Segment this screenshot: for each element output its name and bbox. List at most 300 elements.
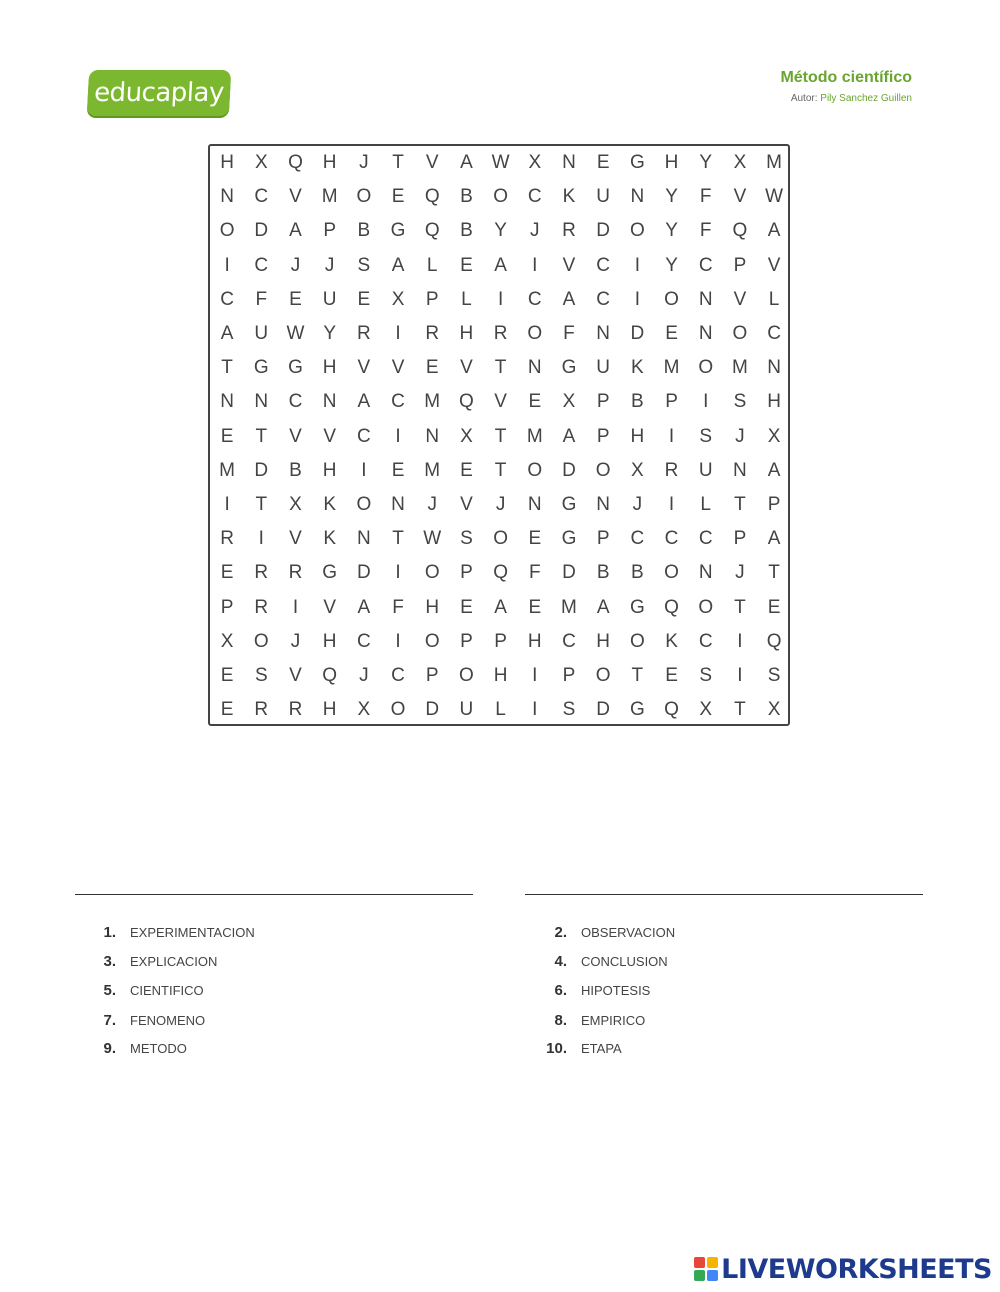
grid-letter[interactable]: H — [322, 459, 337, 481]
grid-letter[interactable]: N — [322, 391, 337, 413]
grid-letter[interactable]: P — [733, 254, 747, 276]
grid-letter[interactable]: R — [493, 323, 508, 345]
grid-letter[interactable]: R — [254, 699, 269, 721]
grid-letter[interactable]: P — [220, 596, 234, 618]
grid-letter[interactable]: R — [664, 459, 679, 481]
grid-letter[interactable]: U — [254, 323, 269, 345]
liveworksheets-brand — [694, 1254, 992, 1284]
grid-letter[interactable]: Q — [424, 186, 440, 208]
grid-letter[interactable]: T — [494, 459, 507, 481]
grid-letter[interactable]: N — [254, 391, 269, 413]
grid-letter[interactable]: I — [361, 459, 367, 481]
grid-letter[interactable]: S — [357, 254, 371, 276]
grid-letter[interactable]: T — [734, 596, 746, 618]
grid-letter[interactable]: C — [356, 630, 371, 652]
grid-letter[interactable]: U — [698, 459, 713, 481]
grid-letter[interactable]: H — [493, 664, 508, 686]
grid-letter[interactable]: V — [494, 391, 507, 413]
grid-letter[interactable]: E — [220, 425, 234, 447]
grid-letter[interactable]: V — [425, 152, 439, 174]
grid-letter[interactable]: T — [255, 425, 268, 447]
grid-letter[interactable]: R — [356, 323, 371, 345]
educaplay-logo — [87, 70, 231, 116]
grid-letter[interactable]: A — [562, 425, 576, 447]
grid-letter[interactable]: X — [528, 152, 542, 174]
grid-letter[interactable]: N — [767, 357, 781, 379]
grid-letter[interactable]: G — [288, 357, 303, 379]
grid-letter[interactable]: S — [699, 664, 713, 686]
grid-letter[interactable]: A — [357, 596, 371, 618]
grid-letter[interactable]: M — [219, 459, 235, 481]
grid-letter[interactable]: P — [562, 664, 576, 686]
grid-letter[interactable]: A — [391, 254, 405, 276]
grid-letter[interactable]: G — [561, 357, 577, 379]
grid-letter[interactable]: W — [286, 323, 305, 345]
grid-letter[interactable]: B — [289, 459, 302, 481]
grid-letter[interactable]: Y — [494, 220, 507, 242]
liveworksheets-icon — [694, 1257, 718, 1281]
grid-letter[interactable]: F — [699, 186, 712, 208]
grid-letter[interactable]: E — [528, 596, 542, 618]
grid-letter[interactable]: V — [562, 254, 576, 276]
grid-letter[interactable]: B — [357, 220, 371, 242]
grid-letter[interactable]: P — [596, 528, 610, 550]
grid-letter[interactable]: F — [563, 323, 575, 345]
grid-letter[interactable]: O — [219, 220, 235, 242]
grid-letter[interactable]: A — [767, 220, 781, 242]
grid-letter[interactable]: I — [668, 425, 675, 447]
grid-letter[interactable]: F — [392, 596, 404, 618]
grid-letter[interactable]: R — [288, 562, 303, 584]
grid-letter[interactable]: I — [395, 630, 401, 652]
grid-letter[interactable]: K — [562, 186, 576, 208]
grid-letter[interactable]: J — [290, 630, 301, 652]
grid-letter[interactable]: Y — [323, 323, 336, 345]
grid-letter[interactable]: I — [703, 391, 709, 413]
grid-letter[interactable]: O — [356, 493, 372, 515]
grid-letter[interactable]: Y — [665, 186, 678, 208]
grid-letter[interactable]: D — [254, 220, 269, 242]
grid-letter[interactable]: X — [391, 288, 405, 310]
grid-letter[interactable]: T — [631, 664, 644, 686]
grid-letter[interactable]: X — [562, 391, 576, 413]
grid-letter[interactable]: W — [765, 186, 784, 208]
grid-letter[interactable]: I — [224, 254, 230, 276]
grid-letter[interactable]: R — [254, 596, 269, 618]
grid-letter[interactable]: H — [425, 596, 440, 618]
word-item — [84, 949, 217, 973]
grid-letter[interactable]: L — [495, 699, 506, 721]
grid-letter[interactable]: A — [357, 391, 371, 413]
grid-letter[interactable]: A — [289, 220, 302, 242]
grid-letter[interactable]: E — [391, 459, 405, 481]
grid-letter[interactable]: E — [596, 152, 610, 174]
grid-letter[interactable]: V — [391, 357, 405, 379]
grid-letter[interactable]: C — [391, 391, 405, 413]
grid-letter[interactable]: T — [494, 425, 507, 447]
grid-letter[interactable]: C — [596, 288, 611, 310]
grid-letter[interactable]: E — [425, 357, 439, 379]
grid-letter[interactable]: C — [562, 630, 576, 652]
grid-letter[interactable]: O — [732, 323, 748, 345]
grid-letter[interactable]: D — [356, 562, 371, 584]
grid-letter[interactable]: M — [663, 357, 680, 379]
grid-letter[interactable]: B — [596, 562, 610, 584]
grid-letter[interactable]: A — [596, 596, 610, 618]
grid-letter[interactable]: Y — [665, 220, 678, 242]
grid-letter[interactable]: O — [698, 596, 714, 618]
divider-left — [75, 894, 473, 895]
grid-letter[interactable]: H — [630, 425, 645, 447]
grid-letter[interactable]: F — [699, 220, 712, 242]
grid-letter[interactable]: P — [425, 664, 439, 686]
word-number: 1. — [103, 923, 116, 941]
grid-letter[interactable]: Q — [288, 152, 303, 174]
grid-letter[interactable]: S — [699, 425, 713, 447]
grid-letter[interactable]: S — [460, 528, 473, 550]
grid-letter[interactable]: P — [596, 391, 610, 413]
grid-letter[interactable]: K — [323, 493, 336, 515]
grid-letter[interactable]: R — [562, 220, 576, 242]
grid-letter[interactable]: T — [392, 528, 404, 550]
grid-letter[interactable]: J — [632, 493, 643, 515]
grid-letter[interactable]: U — [596, 357, 611, 379]
grid-letter[interactable]: A — [220, 323, 234, 345]
word-text: FENOMENO — [130, 1012, 206, 1028]
grid-letter[interactable]: C — [698, 528, 713, 550]
grid-letter[interactable]: O — [459, 664, 474, 686]
grid-letter[interactable]: Q — [732, 220, 748, 242]
grid-letter[interactable]: E — [665, 323, 678, 345]
grid-letter[interactable]: C — [356, 425, 371, 447]
grid-letter[interactable]: I — [532, 664, 538, 686]
grid-letter[interactable]: J — [530, 220, 540, 242]
grid-letter[interactable]: Q — [322, 664, 338, 686]
grid-letter[interactable]: Q — [493, 562, 508, 584]
grid-letter[interactable]: P — [733, 528, 747, 550]
grid-letter[interactable]: V — [733, 288, 747, 310]
grid-letter[interactable]: N — [733, 459, 747, 481]
grid-letter[interactable]: T — [734, 493, 746, 515]
grid-letter[interactable]: C — [527, 186, 542, 208]
grid-letter[interactable]: H — [596, 630, 611, 652]
logo-text: educaplay — [93, 78, 225, 108]
grid-letter[interactable]: H — [322, 699, 337, 721]
grid-letter[interactable]: A — [494, 254, 507, 276]
grid-letter[interactable]: N — [596, 493, 611, 515]
grid-letter[interactable]: V — [289, 425, 302, 447]
grid-letter[interactable]: D — [596, 699, 611, 721]
grid-letter[interactable]: C — [527, 288, 542, 310]
grid-letter[interactable]: O — [664, 288, 679, 310]
grid-letter[interactable]: N — [425, 425, 440, 447]
grid-letter[interactable]: U — [459, 699, 474, 721]
grid-letter[interactable]: U — [322, 288, 337, 310]
grid-letter[interactable]: A — [460, 152, 473, 174]
grid-letter[interactable]: V — [289, 664, 302, 686]
grid-letter[interactable]: I — [292, 596, 299, 618]
grid-letter[interactable]: E — [665, 664, 678, 686]
grid-letter[interactable]: G — [629, 152, 645, 174]
grid-letter[interactable]: T — [221, 357, 233, 379]
grid-letter[interactable]: V — [460, 493, 473, 515]
grid-letter[interactable]: P — [460, 562, 473, 584]
grid-letter[interactable]: K — [323, 528, 336, 550]
grid-letter[interactable]: J — [290, 254, 301, 276]
grid-letter[interactable]: S — [767, 664, 781, 686]
grid-letter[interactable]: H — [322, 152, 337, 174]
grid-letter[interactable]: R — [288, 699, 303, 721]
grid-letter[interactable]: V — [323, 596, 336, 618]
grid-letter[interactable]: M — [766, 152, 782, 174]
grid-letter[interactable]: X — [289, 493, 302, 515]
grid-letter[interactable]: D — [596, 220, 611, 242]
grid-letter[interactable]: P — [460, 630, 473, 652]
grid-letter[interactable]: P — [323, 220, 336, 242]
grid-letter[interactable]: V — [357, 357, 371, 379]
grid-letter[interactable]: V — [460, 357, 473, 379]
grid-letter[interactable]: C — [391, 664, 405, 686]
grid-letter[interactable]: I — [737, 630, 743, 652]
grid-letter[interactable]: N — [698, 323, 713, 345]
grid-letter[interactable]: V — [289, 528, 302, 550]
grid-letter[interactable]: M — [321, 186, 338, 208]
grid-letter[interactable]: C — [220, 288, 234, 310]
grid-letter[interactable]: G — [322, 562, 338, 584]
grid-letter[interactable]: L — [700, 493, 711, 515]
grid-letter[interactable]: H — [527, 630, 542, 652]
grid-letter[interactable]: G — [561, 528, 577, 550]
grid-letter[interactable]: V — [289, 186, 302, 208]
grid-letter[interactable]: H — [459, 323, 474, 345]
grid-letter[interactable]: S — [562, 699, 576, 721]
grid-letter[interactable]: O — [698, 357, 714, 379]
grid-letter[interactable]: X — [631, 459, 644, 481]
grid-letter[interactable]: O — [527, 459, 543, 481]
grid-letter[interactable]: I — [532, 254, 538, 276]
grid-letter[interactable]: E — [528, 391, 542, 413]
grid-letter[interactable]: X — [460, 425, 473, 447]
grid-letter[interactable]: P — [425, 288, 439, 310]
grid-letter[interactable]: T — [494, 357, 507, 379]
grid-letter[interactable]: Q — [424, 220, 440, 242]
grid-letter[interactable]: J — [359, 664, 369, 686]
grid-letter[interactable]: L — [768, 288, 780, 310]
grid-letter[interactable]: D — [562, 562, 576, 584]
grid-letter[interactable]: P — [494, 630, 507, 652]
grid-letter[interactable]: O — [390, 699, 406, 721]
grid-letter[interactable]: J — [735, 562, 745, 584]
grid-letter[interactable]: O — [527, 323, 543, 345]
grid-letter[interactable]: X — [220, 630, 234, 652]
grid-letter[interactable]: E — [357, 288, 371, 310]
grid-letter[interactable]: M — [526, 425, 543, 447]
grid-letter[interactable]: H — [767, 391, 781, 413]
grid-letter[interactable]: A — [562, 288, 576, 310]
grid-letter[interactable]: X — [254, 152, 268, 174]
grid-letter[interactable]: J — [427, 493, 437, 515]
grid-letter[interactable]: D — [425, 699, 440, 721]
grid-letter[interactable]: B — [460, 220, 473, 242]
grid-letter[interactable]: O — [424, 630, 440, 652]
grid-letter[interactable]: X — [767, 699, 781, 721]
word-text: OBSERVACION — [581, 924, 676, 940]
grid-letter[interactable]: K — [631, 357, 644, 379]
grid-letter[interactable]: N — [527, 493, 542, 515]
word-item — [535, 949, 668, 973]
grid-letter[interactable]: J — [324, 254, 335, 276]
grid-letter[interactable]: V — [767, 254, 781, 276]
grid-letter[interactable]: X — [699, 699, 713, 721]
grid-letter[interactable]: N — [356, 528, 371, 550]
grid-letter[interactable]: C — [596, 254, 611, 276]
grid-letter[interactable]: N — [220, 391, 234, 413]
grid-letter[interactable]: N — [527, 357, 542, 379]
grid-letter[interactable]: G — [629, 699, 645, 721]
grid-letter[interactable]: F — [528, 562, 541, 584]
grid-letter[interactable]: O — [356, 186, 372, 208]
grid-letter[interactable]: W — [423, 528, 442, 550]
grid-letter[interactable]: I — [737, 664, 743, 686]
grid-letter[interactable]: G — [390, 220, 406, 242]
grid-letter[interactable]: H — [220, 152, 234, 174]
grid-letter[interactable]: Y — [665, 254, 678, 276]
grid-letter[interactable]: X — [767, 425, 781, 447]
grid-letter[interactable]: S — [733, 391, 747, 413]
grid-letter[interactable]: C — [630, 528, 645, 550]
grid-letter[interactable]: I — [395, 323, 401, 345]
grid-letter[interactable]: Q — [766, 630, 782, 652]
grid-letter[interactable]: M — [424, 391, 441, 413]
grid-letter[interactable]: J — [359, 152, 369, 174]
grid-letter[interactable]: D — [630, 323, 645, 345]
grid-letter[interactable]: I — [532, 699, 538, 721]
grid-letter[interactable]: E — [220, 699, 234, 721]
grid-letter[interactable]: M — [731, 357, 748, 379]
grid-letter[interactable]: H — [664, 152, 679, 174]
grid-letter[interactable]: C — [698, 630, 713, 652]
grid-letter[interactable]: L — [461, 288, 472, 310]
grid-letter[interactable]: N — [630, 186, 645, 208]
grid-letter[interactable]: E — [460, 596, 473, 618]
grid-letter[interactable]: E — [528, 528, 542, 550]
grid-letter[interactable]: N — [562, 152, 576, 174]
grid-letter[interactable]: O — [493, 528, 508, 550]
grid-letter[interactable]: C — [254, 186, 269, 208]
grid-letter[interactable]: I — [668, 493, 675, 515]
grid-letter[interactable]: D — [254, 459, 269, 481]
grid-letter[interactable]: N — [391, 493, 405, 515]
grid-letter[interactable]: J — [495, 493, 506, 515]
grid-letter[interactable]: O — [595, 459, 611, 481]
grid-letter[interactable]: B — [631, 391, 644, 413]
grid-letter[interactable]: X — [733, 152, 747, 174]
grid-letter[interactable]: I — [497, 288, 504, 310]
grid-letter[interactable]: O — [595, 664, 611, 686]
grid-letter[interactable]: H — [322, 357, 337, 379]
grid-letter[interactable]: N — [220, 186, 234, 208]
grid-letter[interactable]: X — [357, 699, 371, 721]
grid-letter[interactable]: A — [767, 528, 781, 550]
grid-letter[interactable]: B — [631, 562, 644, 584]
grid-letter[interactable]: O — [493, 186, 508, 208]
grid-letter[interactable]: G — [561, 493, 577, 515]
grid-letter[interactable]: A — [767, 459, 781, 481]
grid-letter[interactable]: V — [323, 425, 336, 447]
grid-letter[interactable]: Y — [699, 152, 713, 174]
grid-letter[interactable]: E — [220, 664, 234, 686]
grid-letter[interactable]: K — [665, 630, 678, 652]
grid-letter[interactable]: O — [629, 630, 645, 652]
grid-letter[interactable]: G — [253, 357, 269, 379]
grid-letter[interactable]: J — [735, 425, 745, 447]
word-number: 8. — [554, 1011, 567, 1029]
grid-letter[interactable]: E — [460, 459, 473, 481]
grid-letter[interactable]: Q — [664, 699, 679, 721]
grid-letter[interactable]: N — [698, 562, 713, 584]
grid-letter[interactable]: R — [220, 528, 234, 550]
grid-letter[interactable]: Q — [459, 391, 474, 413]
grid-letter[interactable]: A — [494, 596, 507, 618]
grid-letter[interactable]: D — [562, 459, 576, 481]
grid-letter[interactable]: I — [258, 528, 264, 550]
grid-letter[interactable]: O — [253, 630, 269, 652]
grid-letter[interactable]: N — [596, 323, 611, 345]
grid-letter[interactable]: C — [254, 254, 269, 276]
grid-letter[interactable]: T — [768, 562, 780, 584]
grid-letter[interactable]: O — [629, 220, 645, 242]
grid-letter[interactable]: T — [734, 699, 746, 721]
grid-letter[interactable]: G — [629, 596, 645, 618]
grid-letter[interactable]: S — [254, 664, 268, 686]
grid-letter[interactable]: I — [634, 254, 640, 276]
grid-letter[interactable]: U — [596, 186, 611, 208]
grid-letter[interactable]: W — [491, 152, 510, 174]
grid-letter[interactable]: E — [391, 186, 405, 208]
grid-letter[interactable]: I — [395, 425, 401, 447]
grid-letter[interactable]: T — [392, 152, 404, 174]
grid-letter[interactable]: R — [254, 562, 269, 584]
grid-letter[interactable]: Q — [664, 596, 679, 618]
grid-letter[interactable]: O — [424, 562, 440, 584]
grid-letter[interactable]: C — [664, 528, 679, 550]
grid-letter[interactable]: H — [322, 630, 337, 652]
grid-letter[interactable]: B — [460, 186, 473, 208]
grid-letter[interactable]: E — [460, 254, 473, 276]
grid-letter[interactable]: P — [596, 425, 610, 447]
grid-letter[interactable]: F — [255, 288, 268, 310]
grid-letter[interactable]: I — [395, 562, 401, 584]
grid-letter[interactable]: P — [665, 391, 678, 413]
grid-letter[interactable]: M — [424, 459, 441, 481]
grid-letter[interactable]: T — [255, 493, 268, 515]
grid-letter[interactable]: I — [634, 288, 640, 310]
grid-letter[interactable]: C — [288, 391, 303, 413]
grid-letter[interactable]: V — [733, 186, 747, 208]
grid-letter[interactable]: M — [561, 596, 577, 618]
grid-letter[interactable]: E — [767, 596, 781, 618]
grid-letter[interactable]: C — [767, 323, 781, 345]
grid-letter[interactable]: I — [224, 493, 230, 515]
grid-letter[interactable]: E — [289, 288, 302, 310]
grid-letter[interactable]: P — [767, 493, 781, 515]
grid-letter[interactable]: C — [698, 254, 713, 276]
grid-letter[interactable]: O — [664, 562, 679, 584]
grid-letter[interactable]: L — [426, 254, 438, 276]
grid-letter[interactable]: E — [220, 562, 234, 584]
grid-letter[interactable]: R — [425, 323, 440, 345]
grid-letter[interactable]: N — [698, 288, 713, 310]
